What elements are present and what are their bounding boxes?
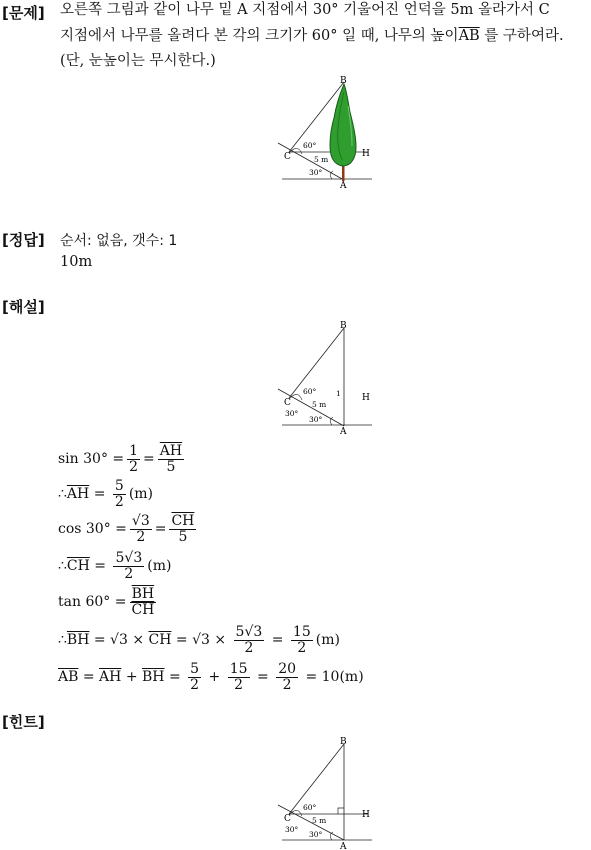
problem-tag: [문제] xyxy=(2,4,45,22)
sol-label-c: C xyxy=(284,398,291,408)
sol-label-angle-30-left: 30° xyxy=(285,409,299,418)
sol-label-angle-60: 60° xyxy=(303,387,317,396)
label-c: C xyxy=(284,152,291,162)
sol-label-h: H xyxy=(362,393,370,403)
hint-label-b: B xyxy=(340,737,347,747)
answer-meta: 순서: 없음, 갯수: 1 xyxy=(60,233,178,249)
sol-label-one: 1 xyxy=(336,389,341,398)
equation-cos30: cos 30° = $\frac{√3}{2}$ = $\frac{\overline{CH}}{5}$ xyxy=(58,513,195,545)
label-a: A xyxy=(340,181,347,190)
answer-value: 10m xyxy=(60,254,93,270)
hint-label-h: H xyxy=(362,810,370,820)
problem-line-2-a: 지점에서 나무를 올려다 본 각의 크기가 60° 일 때, 나무의 높이 xyxy=(60,28,459,44)
problem-line-2 xyxy=(60,29,564,44)
sol-label-b: B xyxy=(340,321,347,331)
solution-tag: [해설] xyxy=(2,298,45,316)
equation-sin30: sin 30° = $\frac{1}{2}$ = $\frac{\overline{AH}}{5}$ xyxy=(58,443,183,475)
equation-bh: ∴ $\overline{BH}$ = √3 × $\overline{CH}$ = √3 × $\frac{5√3}{2}$ = $\frac{15}{2}$ (m) xyxy=(58,624,340,656)
tree-figure xyxy=(276,72,386,190)
label-h: H xyxy=(362,149,370,159)
label-5m: 5 m xyxy=(314,155,329,164)
hint-label-angle-30-left: 30° xyxy=(285,825,299,834)
hint-label-5m: 5 m xyxy=(312,816,327,825)
equation-ab: $\overline{AB}$ = $\overline{AH}$ + $\overline{BH}$ = $\frac{5}{2}$ + $\frac{15}{2}$ = $\frac{20}{2}$ = 10(m) xyxy=(58,661,364,693)
solution-figure xyxy=(276,318,386,436)
sol-label-a: A xyxy=(340,427,347,436)
problem-line-3: (단, 눈높이는 무시한다.) xyxy=(60,53,216,69)
hint-label-c: C xyxy=(284,814,291,824)
hint-label-angle-30: 30° xyxy=(309,830,323,839)
hint-label-a: A xyxy=(340,842,347,850)
answer-tag: [정답] xyxy=(2,231,45,249)
sol-label-angle-30: 30° xyxy=(309,415,323,424)
equation-tan60: tan 60° = $\frac{\overline{BH}}{CH}$ xyxy=(58,586,155,618)
label-angle-30: 30° xyxy=(309,168,323,177)
sol-label-5m: 5 m xyxy=(312,400,327,409)
segment-ab: $\overline{AB}$ xyxy=(458,28,480,44)
problem-line-1: 오른쪽 그림과 같이 나무 밑 A 지점에서 30° 기울어진 언덕을 5m 올라가서 C xyxy=(60,2,550,18)
hint-label-angle-60: 60° xyxy=(303,803,317,812)
label-angle-60: 60° xyxy=(303,141,317,150)
equation-ah: ∴ $\overline{AH}$ = $\frac{5}{2}$ (m) xyxy=(58,478,154,510)
label-b: B xyxy=(340,76,347,86)
problem-line-2-b: 를 구하여라. xyxy=(479,28,564,44)
equation-ch: ∴ $\overline{CH}$ = $\frac{5√3}{2}$ (m) xyxy=(58,550,172,582)
hint-figure xyxy=(276,734,386,850)
hint-tag: [힌트] xyxy=(2,713,45,731)
